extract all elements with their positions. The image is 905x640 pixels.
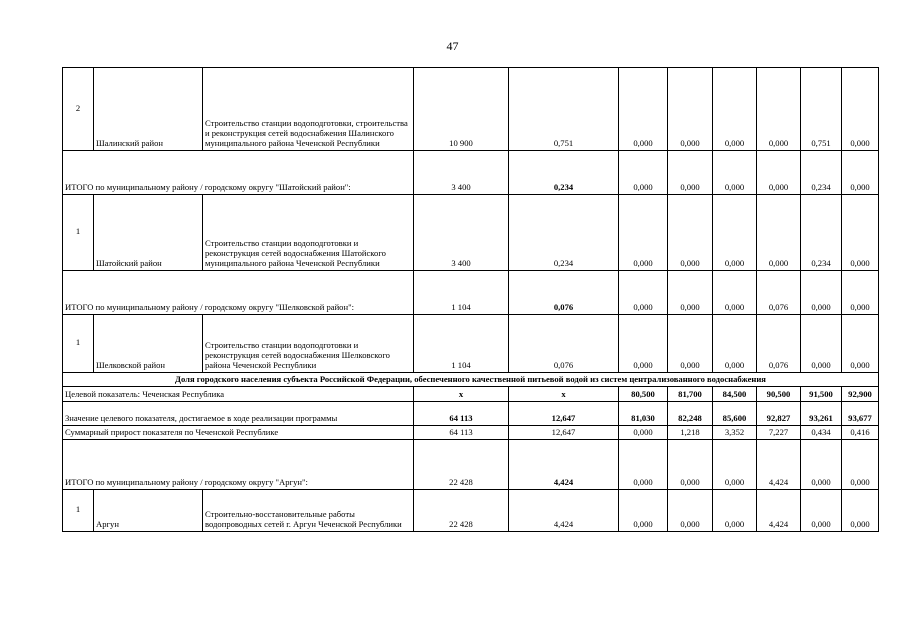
section-header-row bbox=[63, 373, 879, 387]
share-cell: 0,234 bbox=[509, 195, 619, 271]
row-number: 1 bbox=[63, 195, 94, 271]
project-row bbox=[63, 68, 879, 151]
year-value-cell: 0,000 bbox=[842, 440, 879, 490]
year-value-cell: 0,434 bbox=[801, 426, 842, 440]
year-value-cell: 0,234 bbox=[801, 151, 842, 195]
share-cell: 0,751 bbox=[509, 68, 619, 151]
project-description: Строительство станции водоподготовки и реконструкция сетей водоснабжения Шатойского муниципального района Чеченской Республики bbox=[203, 195, 414, 271]
share-cell: 12,647 bbox=[509, 402, 619, 426]
summary-label: Целевой показатель: Чеченская Республика bbox=[63, 387, 414, 402]
year-value-cell: 0,000 bbox=[713, 440, 757, 490]
population-cell: 22 428 bbox=[414, 440, 509, 490]
district-total-row bbox=[63, 271, 879, 315]
year-value-cell: 0,000 bbox=[842, 490, 879, 532]
row-number: 2 bbox=[63, 68, 94, 151]
year-value-cell: 0,000 bbox=[619, 490, 668, 532]
year-value-cell: 0,000 bbox=[713, 271, 757, 315]
year-value-cell: 4,424 bbox=[757, 490, 801, 532]
year-value-cell: 0,000 bbox=[801, 490, 842, 532]
year-value-cell: 0,000 bbox=[619, 426, 668, 440]
population-cell: 64 113 bbox=[414, 426, 509, 440]
year-value-cell: 84,500 bbox=[713, 387, 757, 402]
year-value-cell: 0,000 bbox=[757, 68, 801, 151]
year-value-cell: 0,000 bbox=[842, 195, 879, 271]
year-value-cell: 0,000 bbox=[619, 271, 668, 315]
share-cell: 4,424 bbox=[509, 490, 619, 532]
section-header: Доля городского населения субъекта Российской Федерации, обеспеченного качественной питьевой водой из систем централизованного водоснабжения bbox=[63, 373, 879, 387]
total-label: ИТОГО по муниципальному району / городскому округу "Шатойский район": bbox=[63, 151, 414, 195]
population-cell: 1 104 bbox=[414, 315, 509, 373]
district-total-row bbox=[63, 440, 879, 490]
summary-label: Значение целевого показателя, достигаемое в ходе реализации программы bbox=[63, 402, 414, 426]
year-value-cell: 0,000 bbox=[619, 151, 668, 195]
year-value-cell: 0,000 bbox=[842, 151, 879, 195]
district-name: Аргун bbox=[94, 490, 203, 532]
project-description: Строительно-восстановительные работы водопроводных сетей г. Аргун Чеченской Республики bbox=[203, 490, 414, 532]
year-value-cell: 0,000 bbox=[668, 440, 713, 490]
year-value-cell: 0,000 bbox=[619, 440, 668, 490]
district-name: Шатойский район bbox=[94, 195, 203, 271]
district-total-row bbox=[63, 151, 879, 195]
total-label: ИТОГО по муниципальному району / городскому округу "Аргун": bbox=[63, 440, 414, 490]
row-number: 1 bbox=[63, 315, 94, 373]
year-value-cell: 0,000 bbox=[801, 271, 842, 315]
year-value-cell: 82,248 bbox=[668, 402, 713, 426]
year-value-cell: 1,218 bbox=[668, 426, 713, 440]
year-value-cell: 91,500 bbox=[801, 387, 842, 402]
year-value-cell: 81,700 bbox=[668, 387, 713, 402]
year-value-cell: 0,000 bbox=[842, 271, 879, 315]
year-value-cell: 0,416 bbox=[842, 426, 879, 440]
year-value-cell: 81,030 bbox=[619, 402, 668, 426]
year-value-cell: 0,000 bbox=[619, 315, 668, 373]
year-value-cell: 0,000 bbox=[757, 195, 801, 271]
year-value-cell: 0,076 bbox=[757, 315, 801, 373]
year-value-cell: 93,677 bbox=[842, 402, 879, 426]
year-value-cell: 0,000 bbox=[801, 315, 842, 373]
year-value-cell: 0,000 bbox=[713, 68, 757, 151]
district-name: Шалинский район bbox=[94, 68, 203, 151]
year-value-cell: 0,000 bbox=[619, 68, 668, 151]
year-value-cell: 93,261 bbox=[801, 402, 842, 426]
population-cell: x bbox=[414, 387, 509, 402]
share-cell: 0,076 bbox=[509, 271, 619, 315]
population-cell: 64 113 bbox=[414, 402, 509, 426]
share-cell: 4,424 bbox=[509, 440, 619, 490]
year-value-cell: 0,000 bbox=[713, 315, 757, 373]
year-value-cell: 80,500 bbox=[619, 387, 668, 402]
total-label: ИТОГО по муниципальному району / городскому округу "Шелковской район": bbox=[63, 271, 414, 315]
year-value-cell: 90,500 bbox=[757, 387, 801, 402]
year-value-cell: 85,600 bbox=[713, 402, 757, 426]
year-value-cell: 7,227 bbox=[757, 426, 801, 440]
program-table bbox=[62, 67, 879, 532]
share-cell: 0,234 bbox=[509, 151, 619, 195]
year-value-cell: 0,000 bbox=[713, 195, 757, 271]
project-description: Строительство станции водоподготовки, строительства и реконструкция сетей водоснабжения Шалинского муниципального района Чеченской Республики bbox=[203, 68, 414, 151]
year-value-cell: 0,000 bbox=[668, 271, 713, 315]
project-description: Строительство станции водоподготовки и реконструкция сетей водоснабжения Шелковского района Чеченской Республики bbox=[203, 315, 414, 373]
year-value-cell: 0,000 bbox=[757, 151, 801, 195]
share-cell: 0,076 bbox=[509, 315, 619, 373]
share-cell: x bbox=[509, 387, 619, 402]
year-value-cell: 0,000 bbox=[668, 315, 713, 373]
year-value-cell: 92,900 bbox=[842, 387, 879, 402]
project-row bbox=[63, 195, 879, 271]
year-value-cell: 0,076 bbox=[757, 271, 801, 315]
row-number: 1 bbox=[63, 490, 94, 532]
page-number: 47 bbox=[446, 39, 459, 53]
target-indicator-row bbox=[63, 387, 879, 402]
population-cell: 3 400 bbox=[414, 195, 509, 271]
increment-row bbox=[63, 426, 879, 440]
population-cell: 22 428 bbox=[414, 490, 509, 532]
share-cell: 12,647 bbox=[509, 426, 619, 440]
year-value-cell: 0,000 bbox=[842, 68, 879, 151]
project-row bbox=[63, 490, 879, 532]
achieved-indicator-row bbox=[63, 402, 879, 426]
year-value-cell: 0,000 bbox=[668, 151, 713, 195]
year-value-cell: 92,827 bbox=[757, 402, 801, 426]
year-value-cell: 0,751 bbox=[801, 68, 842, 151]
district-name: Шелковской район bbox=[94, 315, 203, 373]
year-value-cell: 0,000 bbox=[713, 151, 757, 195]
year-value-cell: 0,000 bbox=[668, 490, 713, 532]
summary-label: Суммарный прирост показателя по Чеченской Республике bbox=[63, 426, 414, 440]
population-cell: 10 900 bbox=[414, 68, 509, 151]
year-value-cell: 0,000 bbox=[801, 440, 842, 490]
population-cell: 3 400 bbox=[414, 151, 509, 195]
year-value-cell: 3,352 bbox=[713, 426, 757, 440]
year-value-cell: 0,000 bbox=[842, 315, 879, 373]
project-row bbox=[63, 315, 879, 373]
year-value-cell: 0,000 bbox=[713, 490, 757, 532]
population-cell: 1 104 bbox=[414, 271, 509, 315]
year-value-cell: 0,234 bbox=[801, 195, 842, 271]
year-value-cell: 0,000 bbox=[668, 195, 713, 271]
year-value-cell: 4,424 bbox=[757, 440, 801, 490]
year-value-cell: 0,000 bbox=[619, 195, 668, 271]
year-value-cell: 0,000 bbox=[668, 68, 713, 151]
